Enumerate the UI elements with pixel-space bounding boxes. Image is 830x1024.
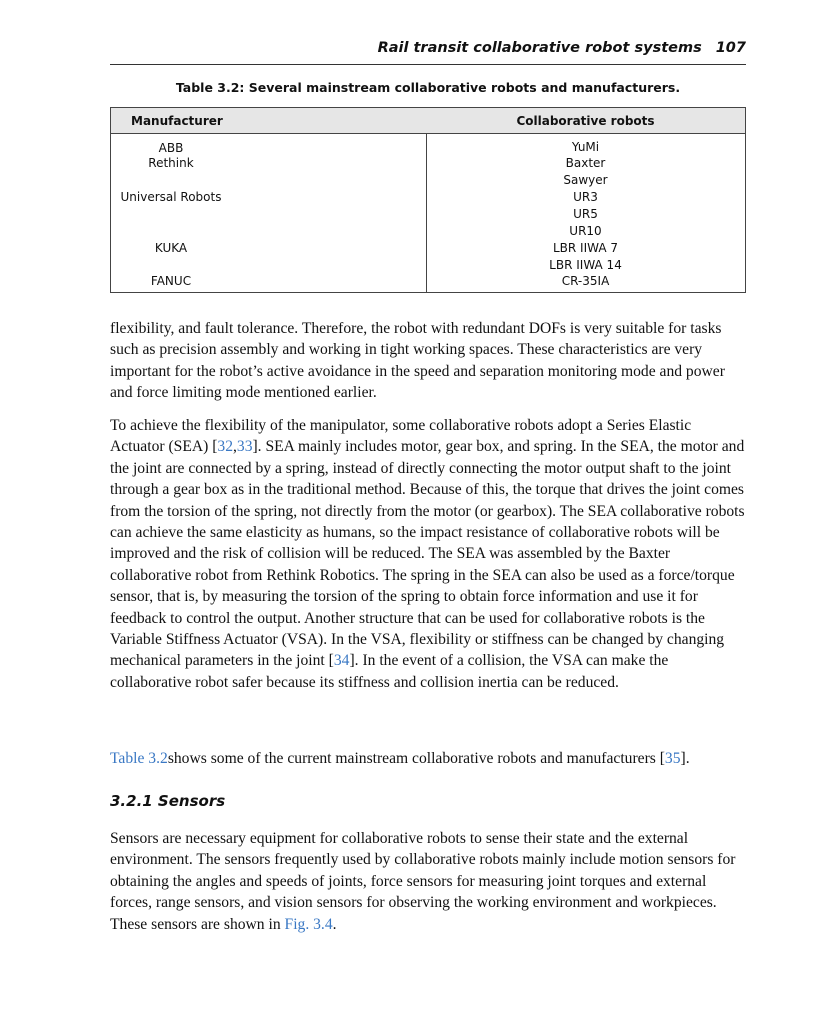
robots-table [110, 107, 746, 293]
figure-reference-link[interactable]: Fig. 3.4 [284, 915, 333, 933]
citation-link-35[interactable]: 35 [664, 750, 681, 767]
robot-cell: UR5 [573, 207, 598, 221]
table-header-row [111, 108, 745, 134]
paragraph-2-text-c: ]. In the event of a collision, the VSA can make the collaborative robot safer because its stiffness and collision inertia can be reduced. [110, 652, 669, 691]
section-heading: 3.2.1 Sensors [110, 792, 226, 810]
robot-cell: LBR IIWA 7 [552, 241, 618, 255]
robot-cell: Sawyer [563, 173, 608, 187]
column-header-manufacturer: Manufacturer [131, 114, 223, 128]
robot-cell: UR3 [573, 190, 598, 204]
table-reference-link[interactable]: Table 3.2 [110, 750, 168, 767]
manufacturer-cell: Rethink [148, 156, 194, 170]
paragraph-1: flexibility, and fault tolerance. Therefore, the robot with redundant DOFs is very suitable for tasks such as precision assembly and working in tight working spaces. These characteristics are very important for the robot’s active avoidance in the speed and separation monitoring mode and power and force limiting mode mentioned earlier. [110, 320, 725, 402]
citation-link-33[interactable]: 33 [236, 438, 253, 456]
robot-cell: CR-35IA [561, 274, 610, 288]
paragraph-2-text-a: To achieve the flexibility of the manipulator, some collaborative robots adopt a Series Elastic Actuator (SEA) [ [110, 417, 692, 456]
paragraph-4-text-a: Sensors are necessary equipment for collaborative robots to sense their state and the external environment. The sensors frequently used by collaborative robots mainly include motion sensors for obtaining the angles and speeds of joints, force sensors for measuring joint torques and external forces, range sensors, and vision sensors for observing the working environment and workpieces. These sensors are shown in [110, 830, 736, 933]
running-header [110, 40, 746, 65]
manufacturer-cell: ABB [158, 141, 184, 155]
citation-separator: , [232, 438, 237, 456]
page-number: 107 [715, 40, 746, 56]
paragraph-4 [110, 828, 746, 935]
manufacturer-cell: Universal Robots [120, 190, 222, 204]
paragraph-3-text-b: ]. [680, 750, 690, 767]
manufacturer-cell: KUKA [154, 241, 188, 255]
citation-link-32[interactable]: 32 [217, 438, 233, 456]
manufacturer-cell: FANUC [150, 274, 192, 288]
paragraph-2 [110, 415, 746, 693]
robot-cell: UR10 [569, 224, 602, 238]
column-header-robots: Collaborative robots [516, 114, 655, 128]
paragraph-3-text-a: shows some of the current mainstream collaborative robots and manufacturers [ [167, 750, 665, 767]
robot-cell: LBR IIWA 14 [549, 258, 622, 272]
running-header-title: Rail transit collaborative robot systems [377, 40, 702, 56]
paragraph-3 [110, 748, 746, 769]
robot-cell: YuMi [571, 140, 600, 154]
robot-cell: Baxter [565, 156, 606, 170]
paragraph-4-text-b: . [332, 915, 337, 933]
table-caption: Table 3.2: Several mainstream collaborative robots and manufacturers. [175, 80, 681, 95]
paragraph-2-text-b: ]. SEA mainly includes motor, gear box, and spring. In the SEA, the motor and the joint are connected by a spring, instead of directly connecting the motor output shaft to the joint through a gear box as in the traditional method. Because of this, the torque that drives the joint comes from the torsion of the spring, not directly from the motor (or gearbox). The SEA collaborative robots can achieve the same elasticity as humans, so the impact resistance of collaborative robots will be improved and the risk of collision will be reduced. The SEA was assembled by the Baxter collaborative robot from Rethink Robotics. The spring in the SEA can also be used as a force/torque sensor, that is, by measuring the torsion of the spring to obtain force information and use it for feedback to control the output. Another structure that can be used for collaborative robots is the Variable Stiffness Actuator (VSA). In the VSA, flexibility or stiffness can be changed by changing mechanical parameters in the joint [ [110, 438, 745, 670]
citation-link-34[interactable]: 34 [333, 652, 350, 670]
